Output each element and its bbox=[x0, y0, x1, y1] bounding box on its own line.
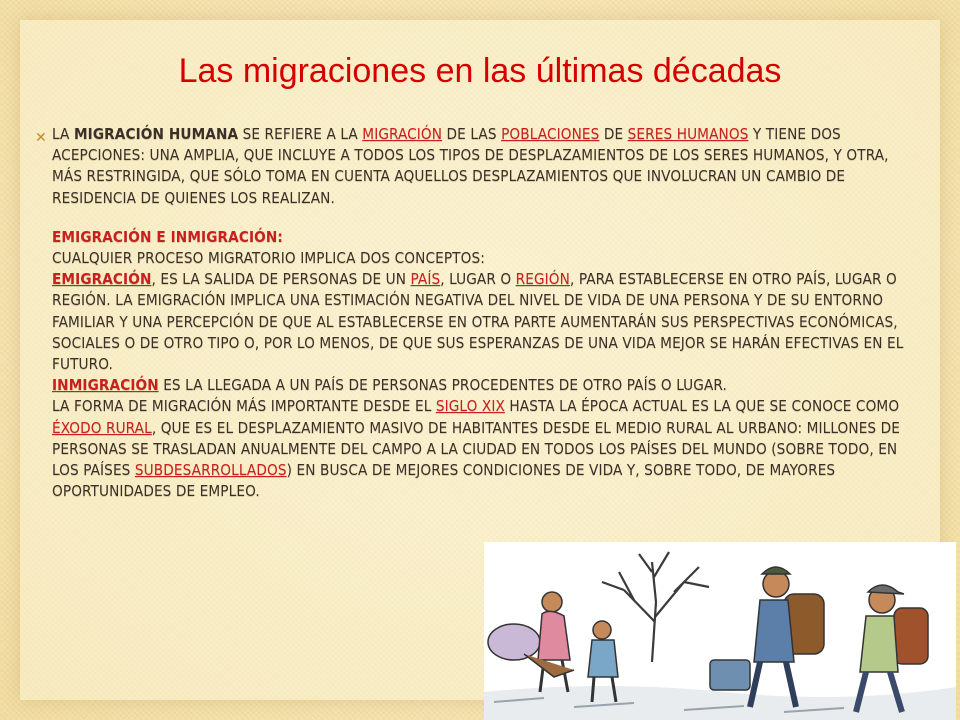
slide-title: Las migraciones en las últimas décadas bbox=[178, 52, 782, 90]
text-run: ) EN BUSCA DE MEJORES CONDICIONES DE VIDA Y, SOBRE TODO, DE MAYORES OPORTUNIDADES DE EMPLEO. bbox=[52, 461, 836, 501]
text-run: SE REFIERE A LA bbox=[238, 125, 363, 143]
migrants-illustration bbox=[484, 542, 956, 720]
text-run: , LUGAR O bbox=[440, 270, 516, 289]
x-bullet-icon: ✕ bbox=[35, 130, 47, 146]
text-run: HASTA LA ÉPOCA ACTUAL ES LA QUE SE CONOCE COMO bbox=[504, 397, 900, 416]
text-run: , ES LA SALIDA DE PERSONAS DE UN bbox=[151, 270, 411, 289]
section-heading: EMIGRACIÓN E INMIGRACIÓN: bbox=[52, 227, 283, 246]
text-run: Y TIENE DOS ACEPCIONES: UNA AMPLIA, QUE INCLUYE A TODOS LOS TIPOS DE DESPLAZAMIENTOS DE LOS SERES HUMANOS, Y OTRA, MÁS RESTRINGIDA, QUE SÓLO TOMA EN CUENTA AQUELLOS DESPLAZAMIENTOS QUE INVOLUCRAN UN CAMBIO DE RESIDENCIA DE QUIENES LOS REALIZAN. bbox=[52, 125, 889, 207]
text-run: LA bbox=[52, 125, 74, 143]
paragraph-inmigracion bbox=[52, 375, 912, 396]
paragraph-exodo-rural bbox=[52, 396, 912, 502]
intro-line: CUALQUIER PROCESO MIGRATORIO IMPLICA DOS CONCEPTOS: bbox=[52, 249, 485, 268]
link-subdesarrollados[interactable]: SUBDESARROLLADOS bbox=[134, 461, 287, 480]
text-run: ES LA LLEGADA A UN PAÍS DE PERSONAS PROCEDENTES DE OTRO PAÍS O LUGAR. bbox=[158, 376, 727, 395]
slide-body bbox=[52, 124, 912, 502]
link-emigracion[interactable]: EMIGRACIÓN bbox=[52, 270, 152, 289]
text-run: DE LAS bbox=[442, 125, 502, 143]
link-siglo-xix[interactable]: SIGLO XIX bbox=[435, 397, 505, 416]
link-pais[interactable]: PAÍS bbox=[410, 270, 441, 289]
migrants-drawing bbox=[484, 542, 956, 720]
link-seres-humanos[interactable]: SERES HUMANOS bbox=[627, 125, 749, 143]
paragraph-definition bbox=[52, 124, 912, 209]
link-poblaciones[interactable]: POBLACIONES bbox=[501, 125, 600, 143]
bold-term: MIGRACIÓN HUMANA bbox=[73, 125, 239, 143]
link-region[interactable]: REGIÓN bbox=[515, 270, 570, 289]
link-migracion[interactable]: MIGRACIÓN bbox=[362, 125, 443, 143]
text-run: DE bbox=[599, 125, 628, 143]
text-run: LA FORMA DE MIGRACIÓN MÁS IMPORTANTE DESDE EL bbox=[52, 397, 436, 416]
text-run: , PARA ESTABLECERSE EN OTRO PAÍS, LUGAR O REGIÓN. LA EMIGRACIÓN IMPLICA UNA ESTIMACIÓN NEGATIVA DEL NIVEL DE VIDA DE UNA PERSONA Y DE SU ENTORNO FAMILIAR Y UNA PERCEPCIÓN DE QUE AL ESTABLECERSE EN OTRA PARTE AUMENTARÁN SUS PERSPECTIVAS ECONÓMICAS, SOCIALES O DE OTRO TIPO O, POR LO MENOS, DE QUE SUS ESPERANZAS DE UNA VIDA MEJOR SE HARÁN EFECTIVAS EN EL FUTURO. bbox=[52, 270, 904, 374]
paragraph-emigracion bbox=[52, 269, 912, 375]
text-run: , QUE ES EL DESPLAZAMIENTO MASIVO DE HABITANTES DESDE EL MEDIO RURAL AL URBANO: MILLONES DE PERSONAS SE TRASLADAN ANUALMENTE DEL CAMPO A LA CIUDAD EN TODOS LOS PAÍSES DEL MUNDO (SOBRE TODO, EN LOS PAÍSES bbox=[52, 418, 901, 480]
link-exodo-rural[interactable]: ÉXODO RURAL bbox=[52, 418, 152, 437]
link-inmigracion[interactable]: INMIGRACIÓN bbox=[52, 376, 159, 395]
